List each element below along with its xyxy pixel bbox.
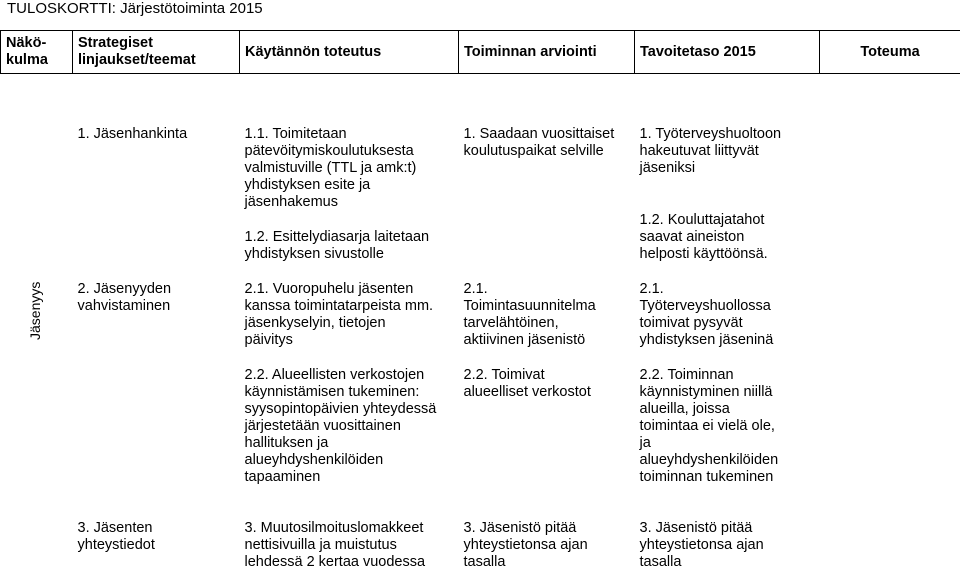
table-row (1, 486, 960, 577)
evaluation-cell: 3. Jäsenistö pitää yhteystietonsa ajan tasalla (459, 486, 635, 577)
perspective-text: Jäsenyys (27, 282, 43, 340)
outcome-cell (820, 486, 960, 577)
header-perspective: Näkö- kulma (1, 31, 73, 74)
practice-cell (240, 263, 459, 486)
header-strategy: Strategiset linjaukset/teemat (73, 31, 240, 74)
practice-item: 1.1. Toimitetaan pätevöitymiskoulutuksesta valmistuville (TTL ja amk:t) yhdistyksen esite ja jäsenhakemus (245, 126, 454, 211)
outcome-cell (820, 74, 960, 264)
evaluation-item: 1. Saadaan vuosittaiset koulutuspaikat selville (464, 126, 630, 160)
target-item: 2.1. Työterveyshuollossa toimivat pysyvät yhdistyksen jäseninä (640, 281, 815, 349)
evaluation-cell (459, 263, 635, 486)
practice-item: 1.2. Esittelydiasarja laitetaan yhdistyksen sivustolle (245, 229, 454, 263)
practice-item: 2.1. Vuoropuhelu jäsenten kanssa toimintatarpeista mm. jäsenkyselyin, tietojen päivitys (245, 281, 454, 349)
target-cell (635, 263, 820, 486)
page-title: TULOSKORTTI: Järjestötoiminta 2015 (7, 0, 263, 18)
strategy-cell: 3. Jäsenten yhteystiedot (73, 486, 240, 577)
practice-item: 2.2. Alueellisten verkostojen käynnistämisen tukeminen: syysopintopäivien yhteydessä järjestetään vuosittainen hallituksen ja alueyhdyshenkilöiden tapaaminen (245, 367, 454, 486)
header-target: Tavoitetaso 2015 (635, 31, 820, 74)
target-item: 1.2. Kouluttajatahot saavat aineiston helposti käyttöönsä. (640, 212, 815, 263)
header-row (1, 31, 960, 74)
perspective-cell (1, 74, 73, 264)
strategy-cell: 2. Jäsenyyden vahvistaminen (73, 263, 240, 486)
target-cell (635, 74, 820, 264)
practice-cell: 3. Muutosilmoituslomakkeet nettisivuilla ja muistutus lehdessä 2 kertaa vuodessa (240, 486, 459, 577)
perspective-cell (1, 486, 73, 577)
target-cell: 3. Jäsenistö pitää yhteystietonsa ajan tasalla (635, 486, 820, 577)
evaluation-cell (459, 74, 635, 264)
practice-cell (240, 74, 459, 264)
header-evaluation: Toiminnan arviointi (459, 31, 635, 74)
scorecard-table (0, 30, 960, 577)
table-row (1, 74, 960, 264)
target-item: 2.2. Toiminnan käynnistyminen niillä alueilla, joissa toimintaa ei vielä ole, ja alueyhdyshenkilöiden toiminnan tukeminen (640, 367, 815, 486)
target-item: 1. Työterveyshuoltoon hakeutuvat liittyvät jäseniksi (640, 126, 815, 177)
evaluation-item: 2.1. Toimintasuunnitelma tarvelähtöinen, aktiivinen jäsenistö (464, 281, 630, 349)
header-practice: Käytännön toteutus (240, 31, 459, 74)
outcome-cell (820, 263, 960, 486)
header-outcome: Toteuma (820, 31, 960, 74)
evaluation-item: 2.2. Toimivat alueelliset verkostot (464, 367, 630, 401)
strategy-cell: 1. Jäsenhankinta (73, 74, 240, 264)
perspective-label (22, 300, 52, 340)
table-row (1, 263, 960, 486)
